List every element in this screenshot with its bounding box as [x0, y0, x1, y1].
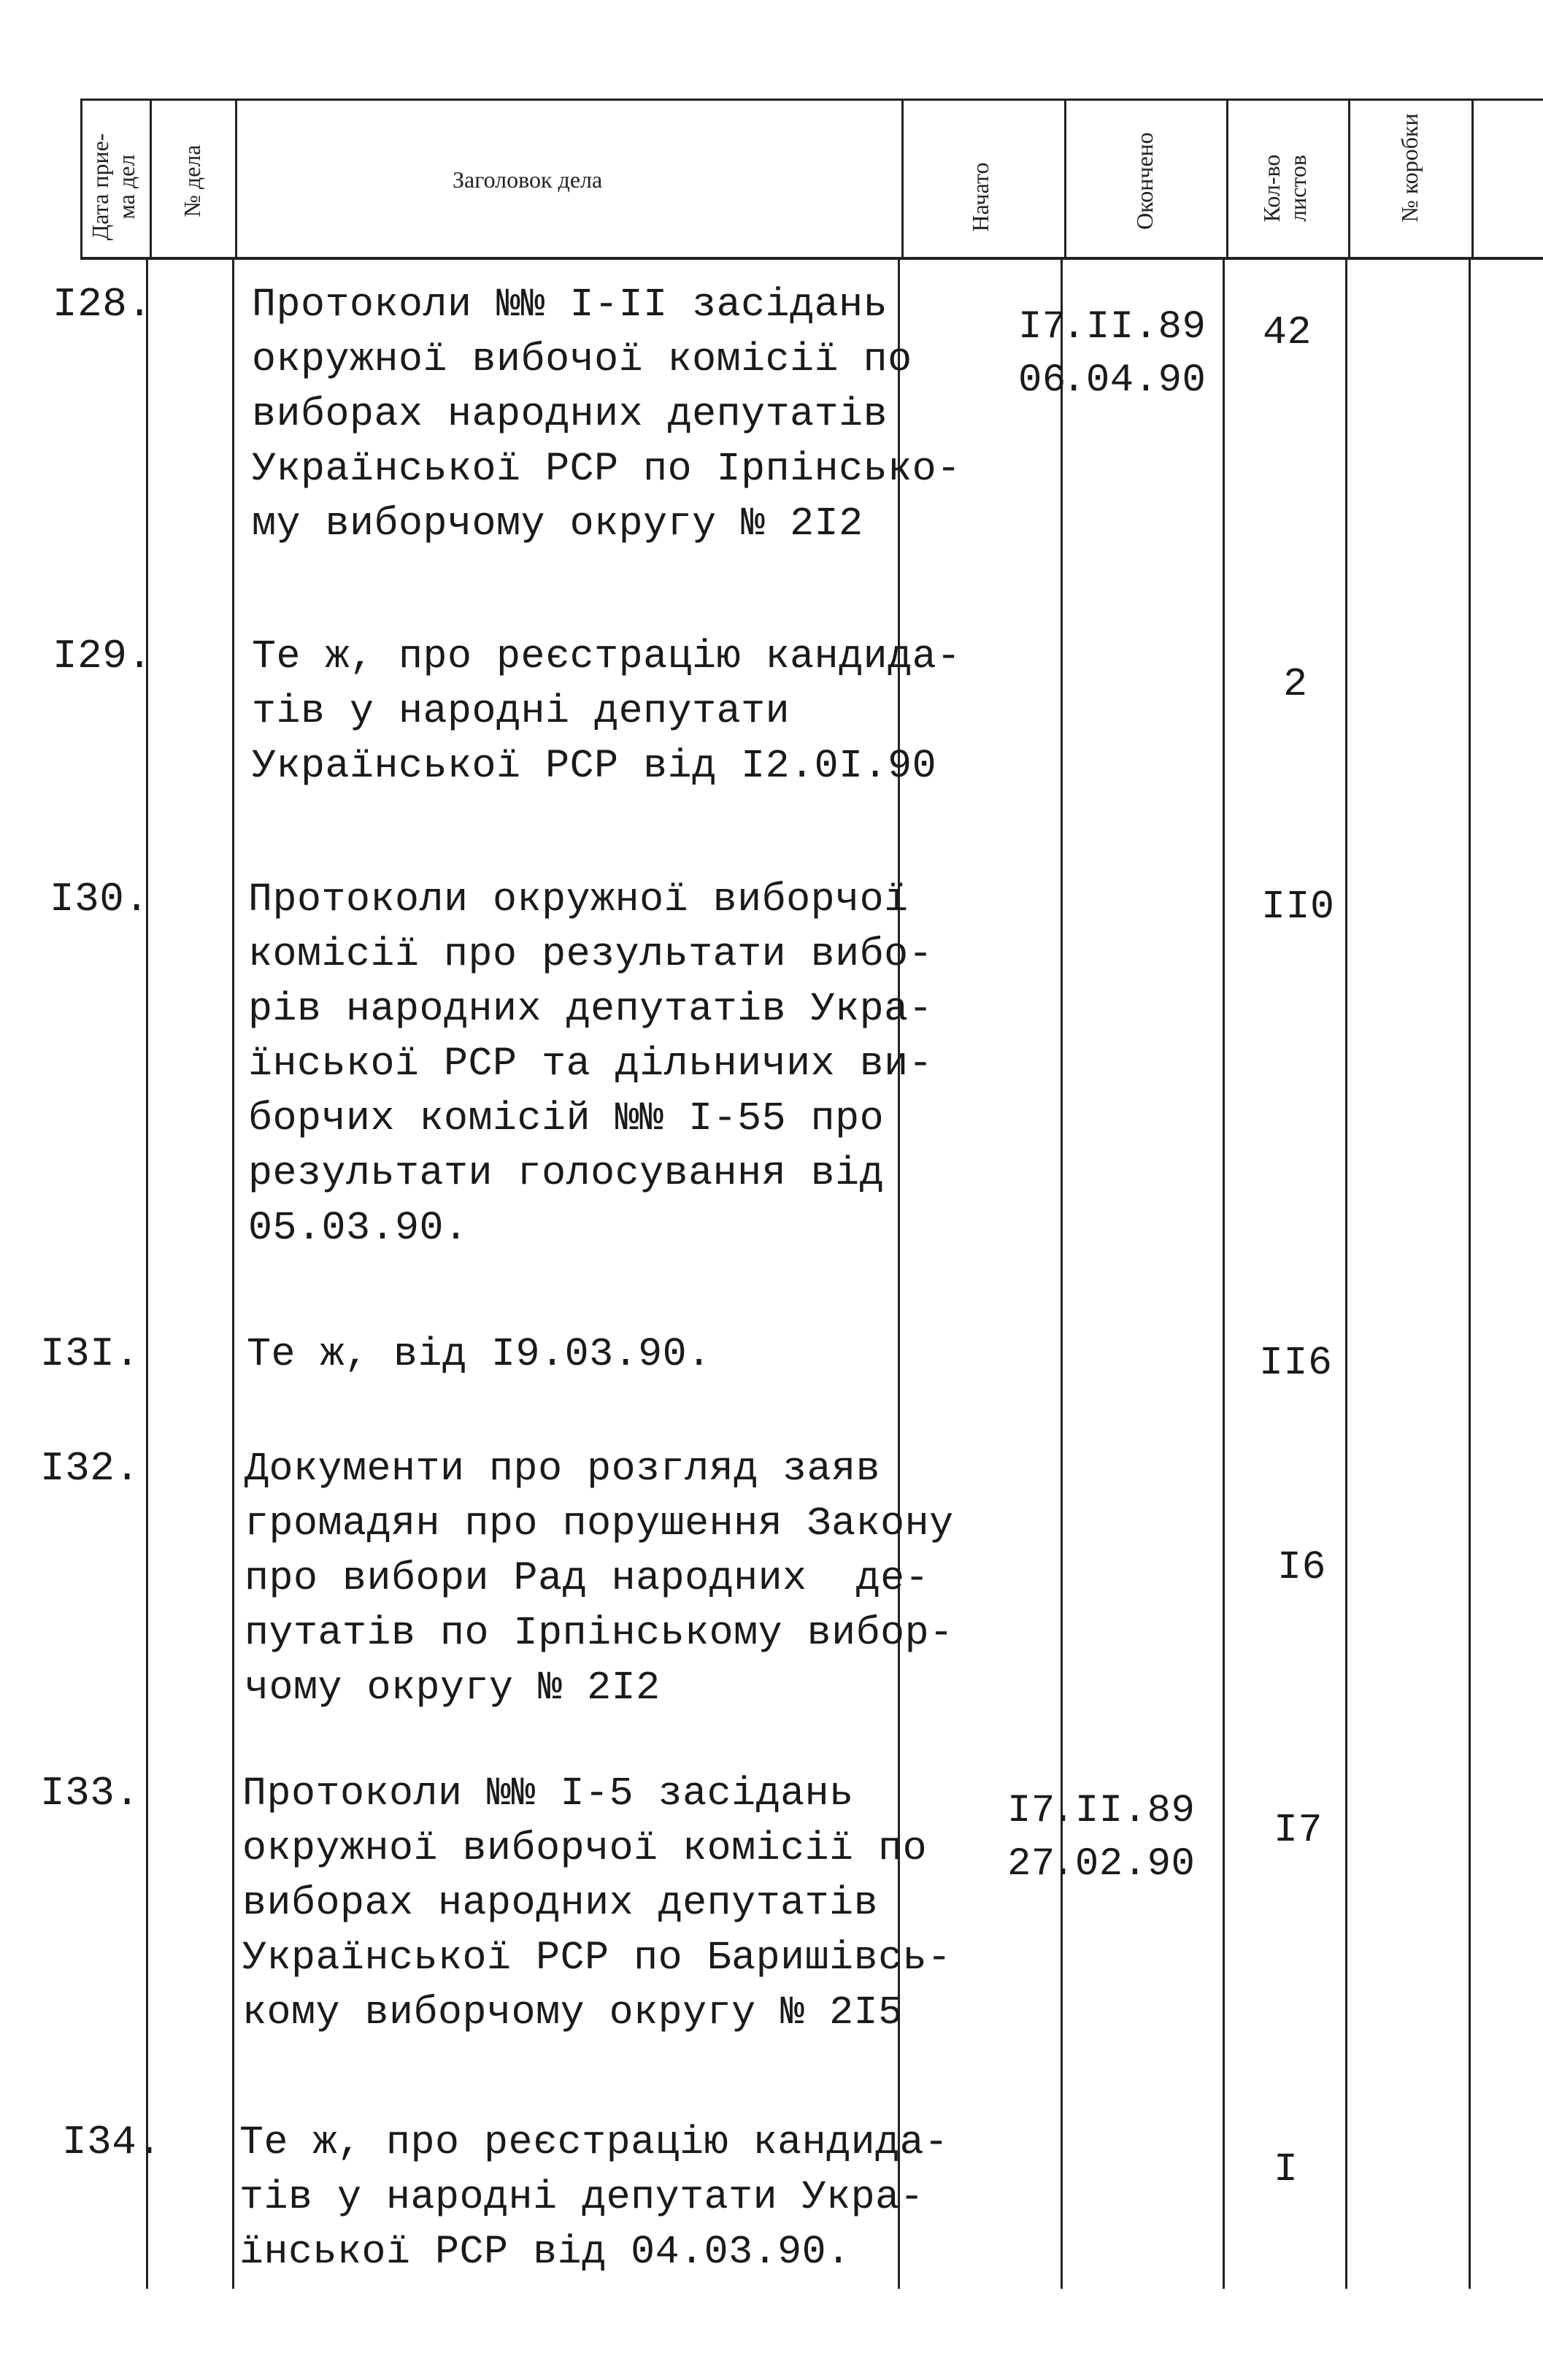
case-number: I34. — [62, 2119, 162, 2165]
case-number: I29. — [53, 633, 153, 679]
case-title: Те ж, про реєстрацію кандида- тів у народні депутати Укра- їнської РСР від 04.03.90. — [239, 2119, 949, 2275]
header-date-received: Дата прие- ма дел — [87, 133, 139, 241]
header-finished: Окончено — [1131, 132, 1158, 230]
header-divider — [235, 99, 237, 259]
sheet-count: I6 — [1277, 1544, 1327, 1590]
header-top-border — [80, 99, 1543, 101]
start-date-2: 06 — [1018, 358, 1066, 403]
body-divider — [1061, 260, 1063, 2289]
start-date: I7 — [1018, 305, 1066, 350]
sheet-count: 42 — [1263, 309, 1312, 355]
header-divider — [1226, 99, 1228, 259]
end-date-2: .02.90 — [1051, 1842, 1196, 1887]
sheet-count: I — [1274, 2146, 1298, 2192]
end-date: .II.89 — [1062, 305, 1207, 350]
header-divider — [1348, 99, 1350, 259]
case-title: Те ж, від I9.03.90. — [247, 1331, 712, 1377]
header-divider — [1471, 99, 1474, 259]
start-date: I7 — [1007, 1789, 1055, 1833]
body-divider — [146, 260, 148, 2289]
case-title: Те ж, про реєстрацію кандида- тів у народні депутати Української РСР від I2.0I.90 — [252, 633, 961, 789]
sheet-count: 2 — [1283, 661, 1308, 707]
body-divider — [232, 260, 234, 2289]
case-number: I3I. — [40, 1330, 140, 1377]
start-date-2: 27 — [1007, 1842, 1055, 1887]
header-bottom-border — [80, 257, 1543, 260]
header-sheet-count: Кол-во листов — [1258, 154, 1311, 223]
case-title: Протоколи №№ I-5 засідань окружної виборчої комісії по виборах народних депутатів Української РСР по Баришівсь- кому виборчому округу № 2I5 — [242, 1771, 952, 2036]
header-box-number: № коробки — [1396, 113, 1423, 223]
case-number: I32. — [40, 1445, 140, 1492]
header-divider — [150, 99, 152, 259]
sheet-count: II0 — [1261, 884, 1335, 930]
header-started: Начато — [967, 162, 993, 232]
body-divider — [1223, 260, 1225, 2289]
end-date: .II.89 — [1051, 1789, 1196, 1833]
body-divider — [1345, 260, 1347, 2289]
header-divider — [80, 99, 82, 259]
header-divider — [1064, 99, 1066, 259]
case-title: Документи про розгляд заяв громадян про порушення Закону про вибори Рад народних де- путатів по Ірпінському вибор- чому округу № 2I2 — [245, 1446, 954, 1711]
case-number: I30. — [50, 876, 150, 923]
header-case-title: Заголовок дела — [453, 166, 603, 193]
end-date-2: .04.90 — [1062, 358, 1207, 403]
header-divider — [901, 99, 904, 259]
header-case-number: № дела — [179, 145, 205, 217]
sheet-count: II6 — [1259, 1340, 1333, 1386]
case-title: Протоколи окружної виборчої комісії про результати вибо- рів народних депутатів Укра- їнської РСР та дільничих ви- борчих комісій №№ I-55 про результати голосування від 05.03.90. — [248, 877, 934, 1251]
case-title: Протоколи №№ I-II засідань окружної вибочої комісії по виборах народних депутатів Української РСР по Ірпінсько- му виборчому округу № 2I2 — [252, 282, 961, 547]
body-divider — [1469, 260, 1471, 2289]
case-number: I33. — [40, 1770, 140, 1817]
case-number: I28. — [53, 281, 153, 328]
sheet-count: I7 — [1274, 1807, 1323, 1853]
